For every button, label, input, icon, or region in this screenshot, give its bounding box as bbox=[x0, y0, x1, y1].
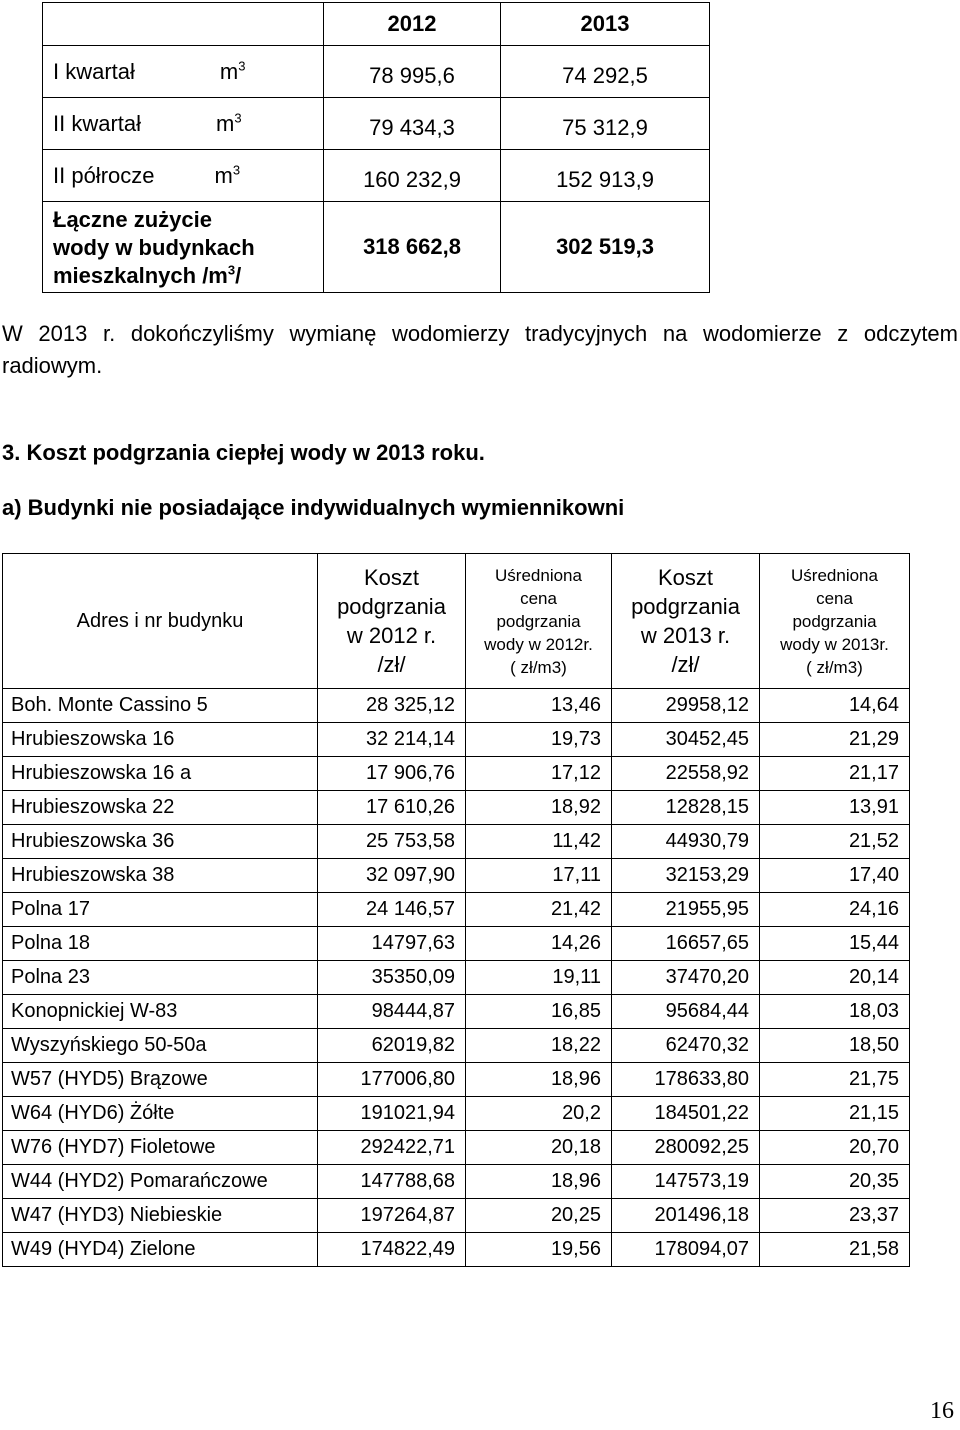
table-row bbox=[3, 893, 910, 927]
cost-2013-header: Koszt podgrzania w 2013 r. /zł/ bbox=[612, 554, 760, 689]
address-header: Adres i nr budynku bbox=[3, 554, 318, 689]
address-cell: W44 (HYD2) Pomarańczowe bbox=[3, 1165, 318, 1199]
value-2013: 152 913,9 bbox=[501, 150, 710, 202]
avg-price-2013-cell: 21,17 bbox=[760, 757, 910, 791]
table-row bbox=[3, 961, 910, 995]
page-number: 16 bbox=[930, 1398, 954, 1424]
cost-2012-cell: 32 097,90 bbox=[318, 859, 466, 893]
address-cell: Polna 17 bbox=[3, 893, 318, 927]
avg-price-2013-cell: 14,64 bbox=[760, 689, 910, 723]
avg-price-2012-cell: 18,96 bbox=[466, 1063, 612, 1097]
avg-price-2013-cell: 17,40 bbox=[760, 859, 910, 893]
avg-price-2012-cell: 16,85 bbox=[466, 995, 612, 1029]
avg-price-2012-cell: 19,56 bbox=[466, 1233, 612, 1267]
avg-price-2012-cell: 18,92 bbox=[466, 791, 612, 825]
address-cell: Hrubieszowska 16 a bbox=[3, 757, 318, 791]
cost-2013-cell: 21955,95 bbox=[612, 893, 760, 927]
header-empty-cell bbox=[43, 3, 324, 46]
table-row bbox=[3, 859, 910, 893]
avg-price-2013-cell: 24,16 bbox=[760, 893, 910, 927]
heating-header-row bbox=[3, 554, 910, 689]
avg-price-2013-cell: 21,52 bbox=[760, 825, 910, 859]
table-row bbox=[3, 927, 910, 961]
cost-2013-cell: 280092,25 bbox=[612, 1131, 760, 1165]
avg-price-2012-cell: 19,73 bbox=[466, 723, 612, 757]
cost-2012-cell: 197264,87 bbox=[318, 1199, 466, 1233]
cost-2013-cell: 16657,65 bbox=[612, 927, 760, 961]
table-row bbox=[3, 1131, 910, 1165]
total-2013: 302 519,3 bbox=[501, 202, 710, 293]
cost-2013-cell: 37470,20 bbox=[612, 961, 760, 995]
address-cell: W57 (HYD5) Brązowe bbox=[3, 1063, 318, 1097]
total-label: Łączne zużycie wody w budynkach mieszkalnych $/m^3/$ bbox=[43, 202, 324, 293]
table-row bbox=[3, 1097, 910, 1131]
avg-price-2012-cell: 17,12 bbox=[466, 757, 612, 791]
cost-2013-cell: 95684,44 bbox=[612, 995, 760, 1029]
avg-price-2012-cell: 19,11 bbox=[466, 961, 612, 995]
cost-2012-header: Koszt podgrzania w 2012 r. /zł/ bbox=[318, 554, 466, 689]
cost-2013-cell: 44930,79 bbox=[612, 825, 760, 859]
year-2012-header: 2012 bbox=[324, 3, 501, 46]
heating-table-body bbox=[3, 689, 910, 1267]
table-row bbox=[3, 757, 910, 791]
address-cell: W64 (HYD6) Żółte bbox=[3, 1097, 318, 1131]
cost-2012-cell: 32 214,14 bbox=[318, 723, 466, 757]
cost-2012-cell: 28 325,12 bbox=[318, 689, 466, 723]
water-consumption-table bbox=[42, 2, 710, 293]
avg-price-2013-cell: 20,14 bbox=[760, 961, 910, 995]
avg-price-2013-cell: 23,37 bbox=[760, 1199, 910, 1233]
cost-2012-cell: 98444,87 bbox=[318, 995, 466, 1029]
cost-2012-cell: 17 906,76 bbox=[318, 757, 466, 791]
cost-2013-cell: 62470,32 bbox=[612, 1029, 760, 1063]
address-cell: W49 (HYD4) Zielone bbox=[3, 1233, 318, 1267]
cost-2012-cell: 174822,49 bbox=[318, 1233, 466, 1267]
cost-2012-cell: 17 610,26 bbox=[318, 791, 466, 825]
address-cell: W47 (HYD3) Niebieskie bbox=[3, 1199, 318, 1233]
avg-price-2013-cell: 15,44 bbox=[760, 927, 910, 961]
avg-price-2013-cell: 21,29 bbox=[760, 723, 910, 757]
avg-price-2012-cell: 14,26 bbox=[466, 927, 612, 961]
heating-cost-table bbox=[2, 553, 910, 1267]
table-row bbox=[3, 1199, 910, 1233]
cost-2012-cell: 147788,68 bbox=[318, 1165, 466, 1199]
avg-price-2012-cell: 18,22 bbox=[466, 1029, 612, 1063]
address-cell: Hrubieszowska 16 bbox=[3, 723, 318, 757]
avg-price-2013-cell: 13,91 bbox=[760, 791, 910, 825]
consumption-row bbox=[43, 150, 710, 202]
avg-price-2013-cell: 20,35 bbox=[760, 1165, 910, 1199]
avg-price-2013-cell: 21,58 bbox=[760, 1233, 910, 1267]
value-2013: 74 292,5 bbox=[501, 46, 710, 98]
subsection-title: a) Budynki nie posiadające indywidualnych wymiennikowni bbox=[2, 495, 625, 520]
address-cell: Hrubieszowska 38 bbox=[3, 859, 318, 893]
value-2012: 160 232,9 bbox=[324, 150, 501, 202]
avg-price-2012-cell: 13,46 bbox=[466, 689, 612, 723]
address-cell: Konopnickiej W-83 bbox=[3, 995, 318, 1029]
cost-2013-cell: 30452,45 bbox=[612, 723, 760, 757]
section-title: 3. Koszt podgrzania ciepłej wody w 2013 roku. bbox=[2, 440, 485, 465]
cost-2012-cell: 62019,82 bbox=[318, 1029, 466, 1063]
value-2012: 79 434,3 bbox=[324, 98, 501, 150]
avg-price-2012-header: Uśredniona cena podgrzania wody w 2012r. ( zł/m3) bbox=[466, 554, 612, 689]
cost-2013-cell: 32153,29 bbox=[612, 859, 760, 893]
cost-2013-cell: 201496,18 bbox=[612, 1199, 760, 1233]
cost-2013-cell: 12828,15 bbox=[612, 791, 760, 825]
avg-price-2013-cell: 18,03 bbox=[760, 995, 910, 1029]
table-row bbox=[3, 995, 910, 1029]
address-cell: Polna 18 bbox=[3, 927, 318, 961]
total-2012: 318 662,8 bbox=[324, 202, 501, 293]
row-label: II półrocze $m^3$ bbox=[43, 150, 324, 202]
value-2013: 75 312,9 bbox=[501, 98, 710, 150]
cost-2012-cell: 25 753,58 bbox=[318, 825, 466, 859]
avg-price-2012-cell: 20,2 bbox=[466, 1097, 612, 1131]
table-row bbox=[3, 689, 910, 723]
value-2012: 78 995,6 bbox=[324, 46, 501, 98]
avg-price-2013-cell: 20,70 bbox=[760, 1131, 910, 1165]
avg-price-2013-cell: 18,50 bbox=[760, 1029, 910, 1063]
cost-2013-cell: 178633,80 bbox=[612, 1063, 760, 1097]
avg-price-2012-cell: 20,25 bbox=[466, 1199, 612, 1233]
avg-price-2012-cell: 21,42 bbox=[466, 893, 612, 927]
cost-2013-cell: 178094,07 bbox=[612, 1233, 760, 1267]
cost-2013-cell: 184501,22 bbox=[612, 1097, 760, 1131]
cost-2012-cell: 177006,80 bbox=[318, 1063, 466, 1097]
avg-price-2012-cell: 20,18 bbox=[466, 1131, 612, 1165]
avg-price-2013-cell: 21,15 bbox=[760, 1097, 910, 1131]
table-row bbox=[3, 1165, 910, 1199]
meter-replacement-paragraph: W 2013 r. dokończyliśmy wymianę wodomierzy tradycyjnych na wodomierze z odczytem radiowym. bbox=[2, 321, 958, 378]
table-row bbox=[3, 825, 910, 859]
address-cell: Polna 23 bbox=[3, 961, 318, 995]
table-row bbox=[3, 723, 910, 757]
avg-price-2013-header: Uśredniona cena podgrzania wody w 2013r. ( zł/m3) bbox=[760, 554, 910, 689]
consumption-total-row bbox=[43, 202, 710, 293]
cost-2012-cell: 14797,63 bbox=[318, 927, 466, 961]
row-label: II kwartał $m^3$ bbox=[43, 98, 324, 150]
cost-2013-cell: 29958,12 bbox=[612, 689, 760, 723]
row-label: I kwartał $m^3$ bbox=[43, 46, 324, 98]
cost-2012-cell: 24 146,57 bbox=[318, 893, 466, 927]
consumption-row bbox=[43, 46, 710, 98]
address-cell: Hrubieszowska 22 bbox=[3, 791, 318, 825]
address-cell: W76 (HYD7) Fioletowe bbox=[3, 1131, 318, 1165]
table-row bbox=[3, 1029, 910, 1063]
cost-2012-cell: 191021,94 bbox=[318, 1097, 466, 1131]
table-row bbox=[3, 1233, 910, 1267]
cost-2012-cell: 35350,09 bbox=[318, 961, 466, 995]
address-cell: Wyszyńskiego 50-50a bbox=[3, 1029, 318, 1063]
cost-2012-cell: 292422,71 bbox=[318, 1131, 466, 1165]
avg-price-2012-cell: 11,42 bbox=[466, 825, 612, 859]
consumption-row bbox=[43, 98, 710, 150]
avg-price-2012-cell: 18,96 bbox=[466, 1165, 612, 1199]
cost-2013-cell: 147573,19 bbox=[612, 1165, 760, 1199]
table-row bbox=[3, 791, 910, 825]
address-cell: Hrubieszowska 36 bbox=[3, 825, 318, 859]
avg-price-2013-cell: 21,75 bbox=[760, 1063, 910, 1097]
address-cell: Boh. Monte Cassino 5 bbox=[3, 689, 318, 723]
consumption-header-row bbox=[43, 3, 710, 46]
avg-price-2012-cell: 17,11 bbox=[466, 859, 612, 893]
year-2013-header: 2013 bbox=[501, 3, 710, 46]
cost-2013-cell: 22558,92 bbox=[612, 757, 760, 791]
table-row bbox=[3, 1063, 910, 1097]
